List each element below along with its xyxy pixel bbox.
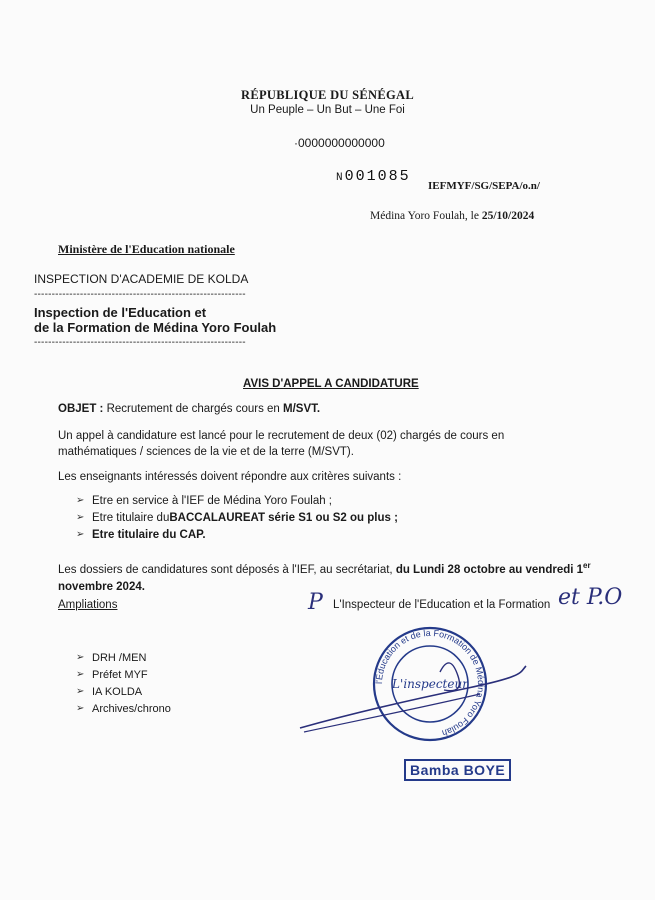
arrow-bullet-icon: ➢ bbox=[76, 686, 85, 697]
inspector-title: L'Inspecteur de l'Education et la Formation bbox=[333, 599, 551, 611]
separator-dashes: ------------------------------------------------------------ bbox=[34, 337, 246, 348]
criteria-bold: BACCALAUREAT série S1 ou S2 ou plus ; bbox=[169, 511, 398, 524]
republique-heading: RÉPUBLIQUE DU SÉNÉGAL bbox=[241, 88, 414, 102]
list-item bbox=[76, 649, 171, 666]
date-line bbox=[370, 210, 534, 222]
date-value: 25/10/2024 bbox=[481, 210, 535, 222]
number-prefix: N bbox=[336, 172, 345, 184]
criteria-bold: Etre titulaire du CAP. bbox=[92, 528, 206, 541]
ampliation-text: IA KOLDA bbox=[92, 685, 143, 698]
criteria-item bbox=[76, 492, 398, 509]
ampliation-text: Préfet MYF bbox=[92, 668, 148, 681]
stamp-seal bbox=[374, 628, 486, 740]
separator-dashes: ------------------------------------------------------------ bbox=[34, 289, 246, 300]
official-stamp-signature bbox=[290, 622, 530, 752]
criteria-list bbox=[76, 492, 398, 543]
arrow-bullet-icon: ➢ bbox=[76, 652, 85, 663]
arrow-bullet-icon: ➢ bbox=[76, 669, 85, 680]
deposit-dates: du Lundi 28 octobre au vendredi 1 bbox=[395, 563, 584, 576]
inspection-line-1: Inspection de l'Education et bbox=[34, 305, 207, 320]
deposit-text: Les dossiers de candidatures sont déposés à l'IEF, au secrétariat, bbox=[58, 563, 396, 576]
object-label: OBJET : bbox=[58, 403, 104, 415]
object-text: Recrutement de chargés cours en bbox=[103, 403, 283, 415]
stamp-center-text: L'inspecteur bbox=[392, 677, 468, 691]
ampliation-text: Archives/chrono bbox=[92, 702, 171, 715]
stamp-outer-text: l'Education et de la Formation de Médina Yoro Foulah bbox=[373, 627, 487, 739]
call-paragraph: Un appel à candidature est lancé pour le recrutement de deux (02) chargés de cours en mathématiques / sciences de la vie et de la terre (M/SVT). bbox=[58, 430, 505, 458]
arrow-bullet-icon: ➢ bbox=[76, 495, 85, 506]
number-value: 001085 bbox=[344, 168, 411, 185]
ampliations-list bbox=[76, 649, 171, 717]
deposit-sup: er bbox=[583, 561, 591, 570]
date-place: Médina Yoro Foulah, le bbox=[370, 210, 482, 222]
notice-title: AVIS D'APPEL A CANDIDATURE bbox=[243, 378, 419, 390]
academy-inspection: INSPECTION D'ACADEMIE DE KOLDA bbox=[34, 272, 249, 286]
deposit-dates-end: novembre 2024. bbox=[58, 580, 145, 593]
inspection-line-2: de la Formation de Médina Yoro Foulah bbox=[34, 320, 277, 335]
ampliations-label: Ampliations bbox=[58, 599, 118, 611]
criteria-intro: Les enseignants intéressés doivent répondre aux critères suivants : bbox=[58, 471, 402, 483]
criteria-item bbox=[76, 526, 398, 543]
handwritten-et-po: et P.O bbox=[558, 585, 623, 610]
arrow-bullet-icon: ➢ bbox=[76, 529, 85, 540]
arrow-bullet-icon: ➢ bbox=[76, 512, 85, 523]
signatory-name: Bamba BOYE bbox=[404, 759, 511, 781]
handwritten-p: P bbox=[308, 590, 323, 615]
national-motto: Un Peuple – Un But – Une Foi bbox=[250, 104, 405, 116]
arrow-bullet-icon: ➢ bbox=[76, 703, 85, 714]
phone-number: ·0000000000000 bbox=[294, 136, 385, 150]
ampliation-text: DRH /MEN bbox=[92, 651, 147, 664]
list-item bbox=[76, 666, 171, 683]
deposit-paragraph bbox=[58, 557, 598, 596]
list-item bbox=[76, 683, 171, 700]
criteria-item bbox=[76, 509, 398, 526]
document-reference: IEFMYF/SG/SEPA/o.n/ bbox=[428, 180, 540, 192]
criteria-text: Etre en service à l'IEF de Médina Yoro Foulah ; bbox=[92, 494, 332, 507]
document-number bbox=[336, 168, 411, 185]
list-item bbox=[76, 700, 171, 717]
object-subject: M/SVT. bbox=[283, 403, 321, 415]
object-line bbox=[58, 401, 320, 417]
ministry-name: Ministère de l'Education nationale bbox=[58, 242, 235, 256]
criteria-text: Etre titulaire du bbox=[92, 511, 170, 524]
